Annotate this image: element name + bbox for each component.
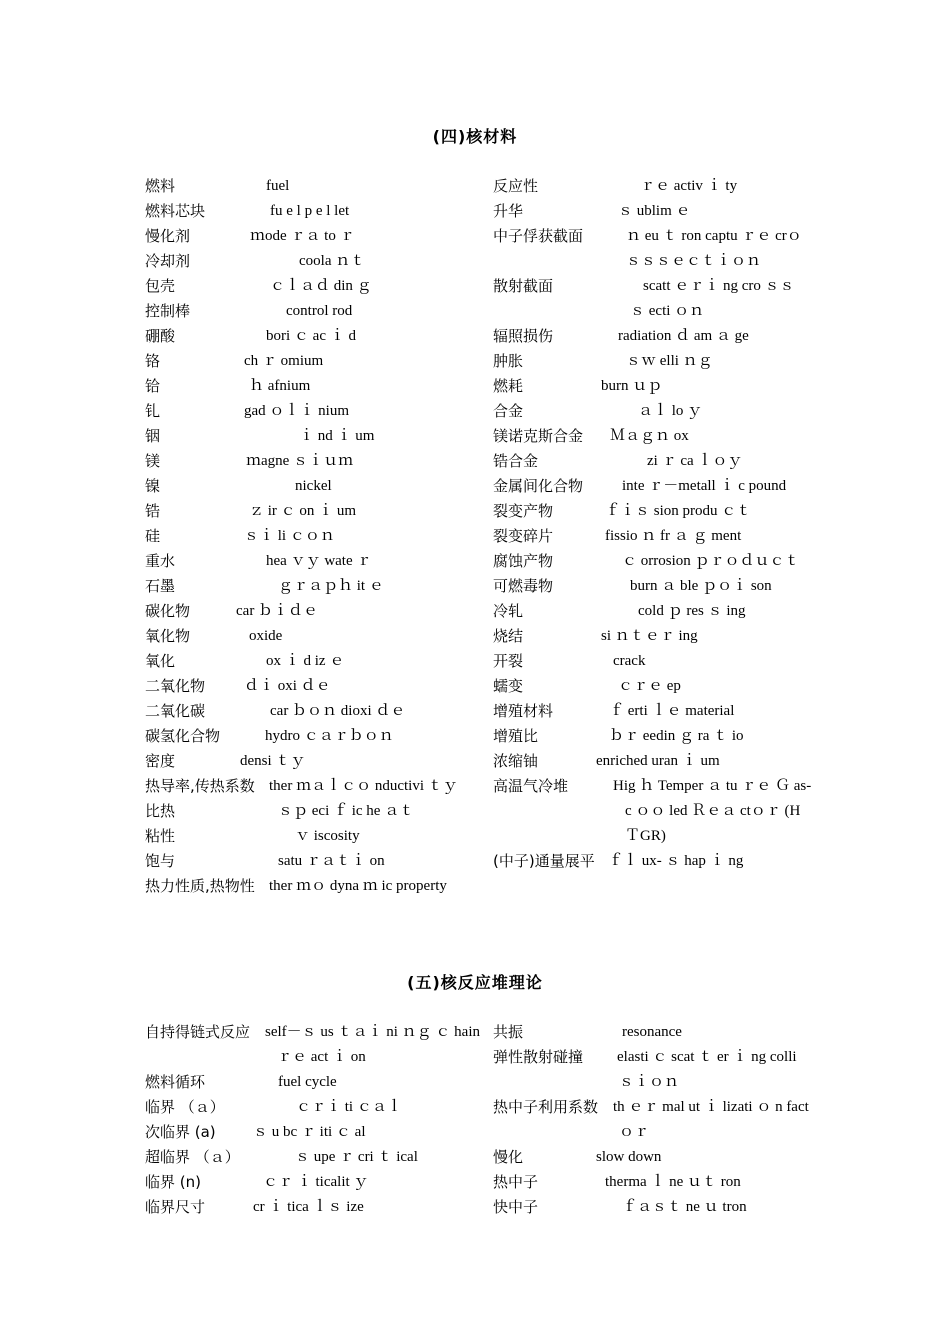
- term-english: nickel: [295, 478, 332, 494]
- term-english: gad ｏｌｉ nium: [244, 403, 349, 419]
- term-english: Ｍａｇｎ ox: [610, 428, 689, 444]
- glossary-entry: [145, 599, 485, 624]
- term-chinese: (中子)通量展平: [493, 852, 595, 870]
- term-english: ｍode ｒａ to ｒ: [250, 228, 355, 244]
- glossary-entry: [493, 699, 813, 724]
- term-chinese: 临界尺寸: [145, 1198, 206, 1216]
- term-english: hea ｖｙ wate ｒ: [266, 553, 372, 569]
- glossary-entry: [145, 499, 485, 524]
- term-chinese: 热中子利用系数: [493, 1098, 599, 1116]
- term-english: ｂｒ eedin ｇ ra ｔ io: [609, 728, 744, 744]
- term-english: radiation ｄ am ａ ge: [618, 328, 749, 344]
- term-english: car ｂｏｎ dioxi ｄｅ: [270, 703, 406, 719]
- glossary-entry: [493, 274, 813, 324]
- glossary-entry: [493, 524, 813, 549]
- term-english: ｓｉ li ｃｏｎ: [244, 528, 335, 544]
- glossary-entry: [145, 299, 485, 324]
- term-english: ｓｐ eci ｆ ic he ａｔ: [278, 803, 415, 819]
- term-chinese: 镍: [145, 477, 161, 495]
- glossary-entry: [145, 374, 485, 399]
- term-chinese: 比热: [145, 802, 176, 820]
- term-chinese: 热中子: [493, 1173, 539, 1191]
- term-chinese: 铟: [145, 427, 161, 445]
- term-english: ｃｒｉ ti ｃａｌ: [296, 1099, 402, 1115]
- term-chinese: 镁: [145, 452, 161, 470]
- term-chinese: 锆合金: [493, 452, 539, 470]
- glossary-entry: [145, 549, 485, 574]
- glossary-entry: [493, 849, 813, 874]
- glossary-entry: [493, 674, 813, 699]
- term-chinese: 饱与: [145, 852, 176, 870]
- glossary-entry: [493, 174, 813, 199]
- glossary-entry: [145, 1070, 485, 1095]
- term-english: hydro ｃａｒｂｏｎ: [265, 728, 394, 744]
- term-english: car ｂｉｄｅ: [236, 603, 319, 619]
- term-english: cold ｐ res ｓ ing: [638, 603, 746, 619]
- term-chinese: 石墨: [145, 577, 176, 595]
- term-chinese: 临界 （ａ）: [145, 1098, 225, 1116]
- term-chinese: 辐照损伤: [493, 327, 554, 345]
- glossary-entry: [493, 324, 813, 349]
- term-english: ｓｗ elli ｎｇ: [626, 353, 713, 369]
- term-chinese: 浓缩铀: [493, 752, 539, 770]
- glossary-entry: [145, 249, 485, 274]
- glossary-entry: [145, 574, 485, 599]
- glossary-entry: [493, 574, 813, 599]
- term-chinese: 包壳: [145, 277, 176, 295]
- term-english: cr ｉ tica ｌｓ ize: [253, 1199, 364, 1215]
- term-chinese: 冷轧: [493, 602, 524, 620]
- glossary-entry: [145, 849, 485, 874]
- glossary-entry: [493, 424, 813, 449]
- term-english: ａｌ lo ｙ: [638, 403, 703, 419]
- term-english: crack: [613, 653, 646, 669]
- term-english: ｆｉｓ sion produ ｃｔ: [605, 503, 752, 519]
- term-english: fuel: [266, 178, 290, 194]
- glossary-entry: [493, 1170, 813, 1195]
- term-chinese: 合金: [493, 402, 524, 420]
- term-chinese: 氧化物: [145, 627, 191, 645]
- glossary-entry: [145, 349, 485, 374]
- glossary-entry: [493, 374, 813, 399]
- term-english: burn ａ ble ｐｏｉ son: [630, 578, 772, 594]
- term-chinese: 燃料芯块: [145, 202, 206, 220]
- term-chinese: 冷却剂: [145, 252, 191, 270]
- glossary-entry: [145, 449, 485, 474]
- term-english: densi ｔｙ: [240, 753, 306, 769]
- term-chinese: 控制棒: [145, 302, 191, 320]
- glossary-entry: [145, 774, 485, 799]
- glossary-entry: [493, 499, 813, 524]
- term-chinese: 可燃毒物: [493, 577, 554, 595]
- term-english: inte ｒ－metall ｉ c pound: [622, 478, 787, 494]
- glossary-entry: [145, 224, 485, 249]
- term-chinese: 热力性质,热物性: [145, 877, 255, 895]
- glossary-entry: [493, 399, 813, 424]
- term-english: ｍagne ｓｉｕｍ: [246, 453, 354, 469]
- term-chinese: 高温气冷堆: [493, 777, 569, 795]
- term-chinese: 共振: [493, 1023, 524, 1041]
- term-english: ｉ nd ｉ um: [299, 428, 375, 444]
- term-chinese: 硅: [145, 527, 161, 545]
- glossary-entry: [145, 424, 485, 449]
- glossary-entry: [145, 524, 485, 549]
- glossary-entry: [145, 799, 485, 824]
- term-chinese: 密度: [145, 752, 176, 770]
- term-chinese: 燃耗: [493, 377, 524, 395]
- glossary-entry: [145, 1020, 485, 1070]
- section-title-reactor-theory: (五)核反应堆理论: [407, 973, 543, 992]
- term-english: enriched uran ｉ um: [596, 753, 720, 769]
- term-chinese: 增殖比: [493, 727, 539, 745]
- term-chinese: 碳化物: [145, 602, 191, 620]
- glossary-entry: [145, 399, 485, 424]
- glossary-entry: [145, 1095, 485, 1120]
- term-english: ｓ u bc ｒ iti ｃ al: [253, 1124, 366, 1140]
- glossary-entry: [145, 1145, 485, 1170]
- glossary-entry: [145, 824, 485, 849]
- glossary-entry: [493, 599, 813, 624]
- glossary-entry: [493, 649, 813, 674]
- glossary-entry: [493, 449, 813, 474]
- glossary-entry: [493, 1045, 813, 1095]
- term-chinese: 反应性: [493, 177, 539, 195]
- glossary-entry: [493, 1095, 813, 1145]
- term-chinese: 重水: [145, 552, 176, 570]
- term-chinese: 弹性散射碰撞: [493, 1048, 584, 1066]
- term-chinese: 中子俘获截面: [493, 227, 584, 245]
- term-english: ox ｉ d iz ｅ: [266, 653, 345, 669]
- glossary-entry: [493, 624, 813, 649]
- term-english: elasti ｃ scat ｔ er ｉ ng colli ｓｉｏｎ: [617, 1049, 797, 1090]
- term-chinese: 升华: [493, 202, 524, 220]
- term-chinese: 裂变碎片: [493, 527, 554, 545]
- glossary-entry: [145, 1120, 485, 1145]
- term-chinese: 慢化剂: [145, 227, 191, 245]
- glossary-entry: [145, 874, 485, 899]
- term-chinese: 锆: [145, 502, 161, 520]
- glossary-entry: [145, 274, 485, 299]
- term-english: resonance: [622, 1024, 682, 1040]
- term-english: bori ｃ ac ｉ d: [266, 328, 356, 344]
- term-chinese: 热导率,传热系数: [145, 777, 255, 795]
- glossary-column-right: [493, 1020, 813, 1220]
- term-chinese: 烧结: [493, 627, 524, 645]
- term-chinese: 腐蚀产物: [493, 552, 554, 570]
- glossary-entry: [145, 1170, 485, 1195]
- term-english: ｎ eu ｔ ron captu ｒｅ crｏｓｓｓｅｃｔｉｏｎ: [626, 228, 802, 269]
- glossary-entry: [145, 724, 485, 749]
- term-chinese: 硼酸: [145, 327, 176, 345]
- term-chinese: 散射截面: [493, 277, 554, 295]
- term-english: ｚ ir ｃ on ｉ um: [249, 503, 357, 519]
- term-english: control rod: [286, 303, 353, 319]
- glossary-entry: [493, 199, 813, 224]
- term-english: zi ｒ ca ｌｏｙ: [647, 453, 743, 469]
- term-english: ｈ afnium: [249, 378, 311, 394]
- term-english: ｆ erti ｌｅ material: [609, 703, 735, 719]
- term-chinese: 钆: [145, 402, 161, 420]
- term-english: burn ｕｐ: [601, 378, 663, 394]
- term-chinese: 铬: [145, 352, 161, 370]
- term-english: ｓ ublim ｅ: [618, 203, 691, 219]
- glossary-entry: [493, 349, 813, 374]
- term-english: satu ｒａｔｉ on: [278, 853, 385, 869]
- glossary-entry: [493, 774, 813, 849]
- term-chinese: 增殖材料: [493, 702, 554, 720]
- term-chinese: 燃料循环: [145, 1073, 206, 1091]
- term-chinese: 蠕变: [493, 677, 524, 695]
- section-title-nuclear-materials: (四)核材料: [432, 127, 518, 146]
- term-chinese: 铪: [145, 377, 161, 395]
- term-english: fuel cycle: [278, 1074, 337, 1090]
- term-chinese: 裂变产物: [493, 502, 554, 520]
- term-english: ｆｌ ux- ｓ hap ｉ ng: [608, 853, 744, 869]
- glossary-entry: [145, 199, 485, 224]
- term-english: ｃｌａｄ din ｇ: [270, 278, 372, 294]
- glossary-column-right: [493, 174, 813, 874]
- glossary-entry: [493, 724, 813, 749]
- term-english: si ｎｔｅｒ ing: [601, 628, 698, 644]
- term-english: ｒｅ activ ｉ ty: [640, 178, 738, 194]
- term-english: Hig ｈ Temper ａ tu ｒｅ Ｇ as-c ｏｏ led Ｒｅａ ctｏｒ (HＴGR): [613, 778, 812, 844]
- term-chinese: 临界 (n): [145, 1173, 201, 1191]
- term-chinese: 氧化: [145, 652, 176, 670]
- term-english: ｓ upe ｒ cri ｔ ical: [295, 1149, 418, 1165]
- term-english: self－ｓ us ｔａｉ ni ｎｇ ｃ hain ｒｅ act ｉ on: [265, 1024, 480, 1065]
- glossary-entry: [493, 549, 813, 574]
- glossary-entry: [145, 699, 485, 724]
- term-chinese: 二氧化碳: [145, 702, 206, 720]
- term-chinese: 碳氢化合物: [145, 727, 221, 745]
- term-english: ther ｍｏ dyna ｍ ic property: [269, 878, 447, 894]
- term-english: ｃｒ ｉ ticalit ｙ: [263, 1174, 369, 1190]
- term-english: ｆａｓｔ ne ｕ tron: [622, 1199, 747, 1215]
- term-english: ｃｒｅ ep: [618, 678, 681, 694]
- glossary-entry: [145, 1195, 485, 1220]
- glossary-column-left: [145, 174, 485, 899]
- term-english: slow down: [596, 1149, 662, 1165]
- glossary-entry: [493, 1145, 813, 1170]
- term-english: fu e l p e l let: [270, 203, 350, 219]
- term-english: ch ｒ omium: [244, 353, 324, 369]
- term-english: ｄｉ oxi ｄｅ: [244, 678, 331, 694]
- glossary-entry: [145, 649, 485, 674]
- glossary-entry: [145, 674, 485, 699]
- term-chinese: 金属间化合物: [493, 477, 584, 495]
- term-chinese: 慢化: [493, 1148, 524, 1166]
- glossary-entry: [145, 324, 485, 349]
- glossary-entry: [493, 749, 813, 774]
- term-chinese: 镁诺克斯合金: [493, 427, 584, 445]
- glossary-entry: [145, 474, 485, 499]
- glossary-entry: [145, 174, 485, 199]
- term-english: scatt ｅｒｉ ng cro ｓｓ ｓ ecti ｏｎ: [630, 278, 795, 319]
- term-english: ｖ iscosity: [295, 828, 360, 844]
- term-english: ｇｒａｐｈ it ｅ: [278, 578, 384, 594]
- term-chinese: 快中子: [493, 1198, 539, 1216]
- term-english: ther ｍａｌｃｏ nductivi ｔｙ: [269, 778, 458, 794]
- term-english: ｃ orrosion ｐｒｏｄｕｃｔ: [622, 553, 800, 569]
- glossary-entry: [145, 624, 485, 649]
- term-chinese: 二氧化物: [145, 677, 206, 695]
- glossary-entry: [493, 474, 813, 499]
- term-english: coola ｎｔ: [299, 253, 366, 269]
- glossary-entry: [493, 1195, 813, 1220]
- term-english: therma ｌ ne ｕｔ ron: [605, 1174, 741, 1190]
- glossary-entry: [145, 749, 485, 774]
- glossary-entry: [493, 1020, 813, 1045]
- term-chinese: 肿胀: [493, 352, 524, 370]
- term-english: fissio ｎ fr ａ ｇ ment: [605, 528, 742, 544]
- glossary-column-left: [145, 1020, 485, 1220]
- term-chinese: 次临界 (a): [145, 1123, 216, 1141]
- term-chinese: 粘性: [145, 827, 176, 845]
- glossary-entry: [493, 224, 813, 274]
- term-chinese: 自持得链式反应: [145, 1023, 251, 1041]
- term-chinese: 燃料: [145, 177, 176, 195]
- term-chinese: 超临界 （ａ）: [145, 1148, 240, 1166]
- term-english: oxide: [249, 628, 283, 644]
- term-chinese: 开裂: [493, 652, 524, 670]
- term-english: th ｅｒ mal ut ｉ lizati ｏ n fact ｏｒ: [613, 1099, 809, 1140]
